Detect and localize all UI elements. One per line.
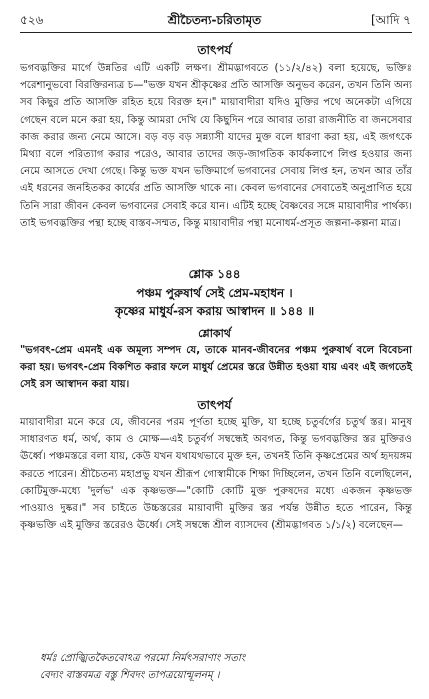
chapter-label: [আদি ৭ bbox=[370, 13, 411, 27]
page-header bbox=[0, 12, 429, 30]
purport-paragraph: ভগবদ্ভক্তির মার্গে উন্নতির এটি একটি লক্ষণ। শ্রীমদ্ভাগবতে (১১/২/৪২) বলা হয়েছে, ভক্তিঃ পরেশানুভবো বিরক্তিরন্যত্র চ—"ভক্ত যখন শ্রীকৃষ্ণের প্রতি আসক্তি অনুভব করেন, তখন তিনি অন্য সব কিছুর প্রতি আসক্তি রহিত হয়ে বিরক্ত হন।" মায়াবাদীরা যদিও মুক্তির পথে অনেকটা এগিয়ে গেছেন বলে মনে করা হয়, কিন্তু আমরা দেখি যে কিছুদিন পরে আবার তারা রাজনীতি বা জনসেবার কাজ করার জন্য নেমে আসে। বড় বড় বড় সন্ন্যাসী যাদের মুক্ত বলে ধারণা করা হয়, এই জগৎকে মিথ্যা বলে পরিত্যাগ করার পরেও, আবার তাদের জড়-জাগতিক কার্যকলাপে লিপ্ত হওয়ার জন্য নেমে আসতে দেখা গেছে। কিন্তু ভক্ত যখন ভক্তিমার্গে ভগবানের সেবায় লিপ্ত হন, তখন আর তাঁর এই ধরনের জনহিতকর কার্যের প্রতি আসক্তি থাকে না। কেবল ভগবানের সেবাতেই অনুপ্রাণিত হয়ে তিনি সারা জীবন কেবল ভগবানের সেবাই করে যান। এটিই হচ্ছে বৈষ্ণবের সঙ্গে মায়াবাদীর পার্থক্য। তাই ভগবদ্ভক্তির পন্থা হচ্ছে বাস্তব-সম্মত, কিন্তু মায়াবাদীর পন্থা মনোধর্ম-প্রসূত জল্পনা-কল্পনা মাত্র। bbox=[20, 63, 412, 229]
verse-line-1: পঞ্চম পুরুষার্থ সেই প্রেম-মহাধন । bbox=[136, 286, 293, 300]
verse-number: শ্লোক ১৪৪ bbox=[188, 267, 241, 281]
verse-line-2: কৃষ্ণের মাধুর্য-রস করায় আস্বাদন ॥ ১৪৪ ॥ bbox=[114, 304, 315, 318]
book-title: শ্রীচৈতন্য-চরিতামৃত bbox=[167, 13, 262, 27]
purport-heading-2: তাৎপর্য bbox=[197, 398, 232, 412]
sanskrit-quote-line-1: ধর্মঃ প্রোজ্ঝিতকৈতবোঽত্র পরমো নির্মৎসরাণাং সতাং bbox=[40, 653, 246, 664]
header-rule bbox=[20, 32, 412, 33]
translation-text: "ভগবৎ-প্রেম এমনই এক অমূল্য সম্পদ যে, তাকে মানব-জীবনের পঞ্চম পুরুষার্থ বলে বিবেচনা করা হয়। ভগবৎ-প্রেম বিকশিত করার ফলে মাধুর্য প্রেমের স্তরে উন্নীত হওয়া যায় এবং এই জগতেই সেই রস আস্বাদন করা যায়। bbox=[20, 345, 412, 391]
translation-heading: শ্লোকার্থ bbox=[198, 327, 231, 340]
sanskrit-quote-line-2: বেদ্যং বাস্তবমত্র বস্তু শিবদং তাপত্রয়োন্মূলনম্ । bbox=[40, 670, 220, 681]
page-number: ৫২৬ bbox=[20, 13, 44, 27]
purport-paragraph-2: মায়াবাদীরা মনে করে যে, জীবনের পরম পূর্ণতা হচ্ছে মুক্তি, যা হচ্ছে চতুর্বর্গের চতুর্থ স্তর। মানুষ সাধারণত ধর্ম, অর্থ, কাম ও মোক্ষ—এই চতুর্বর্গ সম্বন্ধেই অবগত, কিন্তু ভগবদ্ভক্তির স্তর মুক্তিরও ঊর্ধ্বে। পঞ্চমস্তরে বলা যায়, কেউ যখন যথাযথভাবে মুক্ত হন, তখনই তিনি কৃষ্ণপ্রেমের অর্থ হৃদয়ঙ্গম করতে পারেন। শ্রীচৈতন্য মহাপ্রভু যখন শ্রীরূপ গোস্বামীকে শিক্ষা দিচ্ছিলেন, তখন তিনি বলেছিলেন, কোটিমুক্ত-মধ্যে 'দুর্লভ' এক কৃষ্ণভক্ত—"কোটি কোটি মুক্ত পুরুষদের মধ্যে একজন কৃষ্ণভক্ত পাওয়াও দুষ্কর।" সব চাইতে উচ্চস্তরের মায়াবাদী মুক্তির স্তর পর্যন্ত উন্নীত হতে পারেন, কিন্তু কৃষ্ণভক্তি এই মুক্তির স্তরেরও ঊর্ধ্বে। সেই সম্বন্ধে শ্রীল ব্যাসদেব (শ্রীমদ্ভাগবত ১/১/২) বলেছেন— bbox=[20, 417, 412, 532]
purport-heading: তাৎপর্য bbox=[197, 43, 232, 57]
